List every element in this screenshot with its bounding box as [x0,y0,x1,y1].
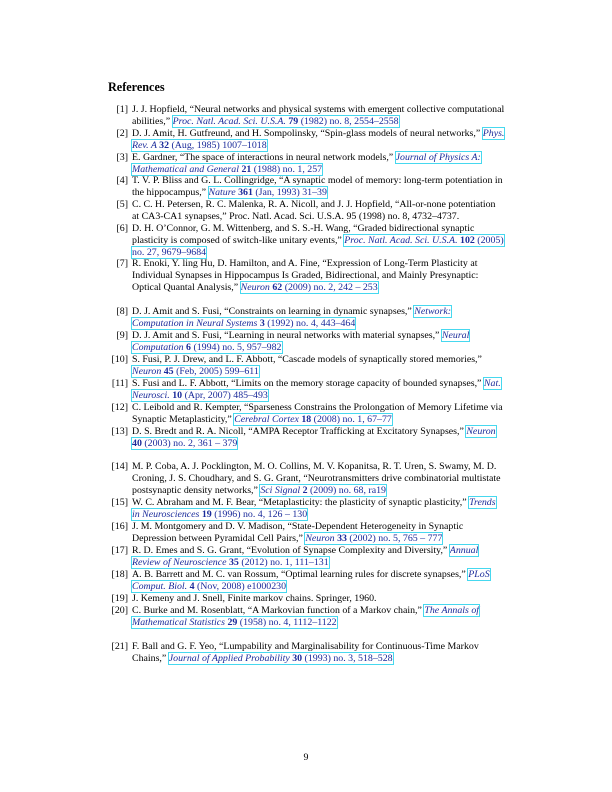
reference-text [132,521,505,545]
journal-name: PLoS Comput. Biol. [132,569,490,593]
journal-volume: 3 [259,318,265,330]
reference-number: [3] [116,152,128,163]
journal-volume: 32 [159,140,170,152]
journal-details: (Feb, 2005) 599–611 [173,366,259,378]
reference-citation: D. J. Amit and S. Fusi, “Constraints on learning in dynamic synapses,” [132,306,415,317]
journal-details: (Aug, 1985) 1007–1018 [169,140,267,152]
reference-text [132,641,505,665]
reference-text [132,306,505,330]
journal-details: (1982) no. 8, 2554–2558 [298,116,399,128]
journal-link[interactable] [241,282,378,293]
journal-name: Neuron [305,533,335,545]
journal-name: Proc. Natl. Acad. Sci. U.S.A. [172,116,286,128]
reference-text [132,199,505,223]
journal-details: (Nov, 2008) e1000230 [194,581,287,593]
journal-link[interactable] [234,414,392,425]
reference-citation: S. Fusi and L. F. Abbott, “Limits on the memory storage capacity of bounded synapses,” [132,378,484,389]
reference-number: [14] [111,461,128,472]
journal-details: (1994) no. 5, 957–982 [190,342,282,354]
journal-volume: 62 [272,282,283,294]
reference-citation: C. Burke and M. Rosenblatt, “A Markovian function of a Markov chain,” [132,605,425,616]
reference-number: [4] [116,175,128,186]
reference-citation: E. Gardner, “The space of interactions in neural network models,” [132,152,396,163]
journal-volume: 79 [288,116,299,128]
journal-details: (2009) no. 68, ra19 [307,485,386,497]
reference-text [132,569,505,593]
reference-number: [5] [116,199,128,210]
journal-volume: 29 [227,617,238,629]
reference-citation: R. D. Emes and S. G. Grant, “Evolution of Synapse Complexity and Diversity,” [132,545,450,556]
journal-details: (Jan, 1993) 31–39 [252,187,327,199]
reference-citation: M. P. Coba, A. J. Pocklington, M. O. Collins, M. V. Kopanitsa, R. T. Uren, S. Swamy, M. D. Croning, J. S. Choudhary, and S. G. Grant, “Neurotransmitters drive combinatorial multistate postsynaptic density networks,” [132,461,501,497]
journal-name: Network: Computation in Neural Systems [132,306,452,330]
reference-text [132,223,505,259]
journal-details: (1992) no. 4, 443–464 [264,318,356,330]
page-number: 9 [303,752,309,763]
journal-volume: 21 [241,164,252,176]
journal-details: (1988) no. 1, 257 [251,164,323,176]
journal-details: (2003) no. 2, 361 – 379 [141,438,238,450]
journal-name: The Annals of Mathematical Statistics [132,605,480,629]
journal-name: Neural Computation [132,330,470,354]
journal-name: Journal of Physics A: Mathematical and General [132,152,481,176]
journal-volume: 6 [186,342,191,354]
reference-citation: F. Ball and G. F. Yeo, “Lumpability and Marginalisability for Continuous-Time Markov Chains,” [132,641,479,665]
reference-citation: S. Fusi, P. J. Drew, and L. F. Abbott, “Cascade models of synaptically stored memories,” [132,354,482,365]
journal-name: Annual Review of Neuroscience [132,545,479,569]
reference-number: [21] [111,641,128,652]
reference-text [132,461,505,497]
reference-citation: D. J. Amit and S. Fusi, “Learning in neural networks with material synapses,” [132,330,442,341]
reference-text [132,402,505,426]
journal-details: (1996) no. 4, 126 – 130 [211,509,308,521]
reference-text [132,354,505,378]
journal-volume: 45 [163,366,174,378]
reference-text [132,104,505,128]
reference-number: [7] [116,258,128,269]
journal-details: (2012) no. 1, 111–131 [238,557,329,569]
reference-text [132,258,505,294]
reference-number: [9] [116,330,128,341]
reference-number: [15] [111,497,128,508]
reference-number: [20] [111,605,128,616]
journal-name: Sci Signal [260,485,301,497]
journal-volume: 102 [460,235,475,247]
reference-number: [18] [111,569,128,580]
reference-citation: D. J. Amit, H. Gutfreund, and H. Sompolinsky, “Spin-glass models of neural networks,” [132,128,483,139]
reference-citation: T. V. P. Bliss and G. L. Collingridge, “A synaptic model of memory: long-term potentiation in the hippocampus,” [132,175,503,199]
reference-citation: A. B. Barrett and M. C. van Rossum, “Optimal learning rules for discrete synapses,” [132,569,469,580]
journal-link[interactable] [305,533,442,544]
reference-citation: D. H. O’Connor, G. M. Wittenberg, and S. S.-H. Wang, “Graded bidirectional synaptic plasticity is composed of switch-like unitary events,” [132,223,475,247]
journal-volume: 40 [132,438,142,450]
reference-citation: C. C. H. Petersen, R. C. Malenka, R. A. Nicoll, and J. J. Hopfield, “All-or-none potentiation at CA3-CA1 synapses,” Proc. Natl. Acad. Sci. U.S.A. 95 (1998) no. 8, 4732–4737. [132,199,496,223]
reference-text [132,426,505,450]
reference-number: [13] [111,426,128,437]
journal-volume: 361 [238,187,253,199]
journal-details: (2009) no. 2, 242 – 253 [282,282,378,294]
journal-details: (2002) no. 5, 765 – 777 [346,533,443,545]
journal-volume: 30 [292,653,303,665]
journal-name: Nat. Neurosci. [132,378,501,402]
reference-citation: R. Enoki, Y. ling Hu, D. Hamilton, and A. Fine, “Expression of Long-Term Plasticity at Individual Synapses in Hippocampus Is Graded, Bidirectional, and Mainly Presynaptic: Optical Quantal Analysis,” [132,258,479,294]
references-heading: References [108,80,165,94]
reference-number: [1] [116,104,128,115]
journal-name: Phys. Rev. A [132,128,505,152]
reference-number: [8] [116,306,128,317]
journal-link[interactable] [209,187,327,198]
reference-text [132,152,505,176]
reference-number: [2] [116,128,128,139]
reference-citation: D. S. Bredt and R. A. Nicoll, “AMPA Receptor Trafficking at Excitatory Synapses,” [132,426,467,437]
reference-text [132,128,505,152]
journal-name: Neuron [240,282,270,294]
reference-text [132,330,505,354]
reference-text [132,175,505,199]
journal-name: Nature [208,187,236,199]
journal-details: (2005) no. 27, 9679–9684 [132,235,504,259]
reference-citation: J. J. Hopfield, “Neural networks and physical systems with emergent collective computational abilities,” [132,104,505,128]
journal-volume: 10 [172,390,183,402]
reference-number: [11] [111,378,128,389]
reference-number: [17] [111,545,128,556]
journal-name: Journal of Applied Probability [168,653,290,665]
reference-number: [16] [111,521,128,532]
journal-details: (1993) no. 3, 518–528 [302,653,393,665]
journal-link[interactable] [132,366,259,377]
reference-citation: J. M. Montgomery and D. V. Madison, “State-Dependent Heterogeneity in Synaptic Depression between Pyramidal Cell Pairs,” [132,521,464,545]
reference-number: [12] [111,402,128,413]
journal-volume: 35 [228,557,239,569]
journal-link[interactable] [173,116,399,127]
journal-volume: 18 [301,414,312,426]
journal-details: (Apr, 2007) 485–493 [182,390,268,402]
reference-text [132,605,505,629]
journal-name: Neuron [466,426,496,437]
reference-number: [10] [111,354,128,365]
journal-name: Neuron [132,366,162,378]
journal-link[interactable] [169,653,393,664]
journal-volume: 33 [337,533,347,545]
reference-number: [19] [111,593,128,604]
journal-link[interactable] [260,485,386,496]
journal-details: (1958) no. 4, 1112–1122 [237,617,337,629]
journal-details: (2008) no. 1, 67–77 [311,414,392,426]
journal-volume: 19 [201,509,212,521]
journal-name: Proc. Natl. Acad. Sci. U.S.A. [344,235,458,247]
reference-text [132,378,505,402]
reference-citation: J. Kemeny and J. Snell, Finite markov chains. Springer, 1960. [132,593,377,604]
reference-citation: C. Leibold and R. Kempter, “Sparseness Constrains the Prolongation of Memory Lifetime via Synaptic Metaplasticity,” [132,402,503,426]
journal-name: Cerebral Cortex [234,414,299,426]
journal-volume: 2 [302,485,308,497]
reference-number: [6] [116,223,128,234]
reference-text [132,593,505,605]
reference-text [132,545,505,569]
reference-text [132,497,505,521]
journal-volume: 4 [189,581,195,593]
reference-citation: W. C. Abraham and M. F. Bear, “Metaplasticity: the plasticity of synaptic plasticity,” [132,497,470,508]
journal-name: Trends in Neurosciences [132,497,496,521]
